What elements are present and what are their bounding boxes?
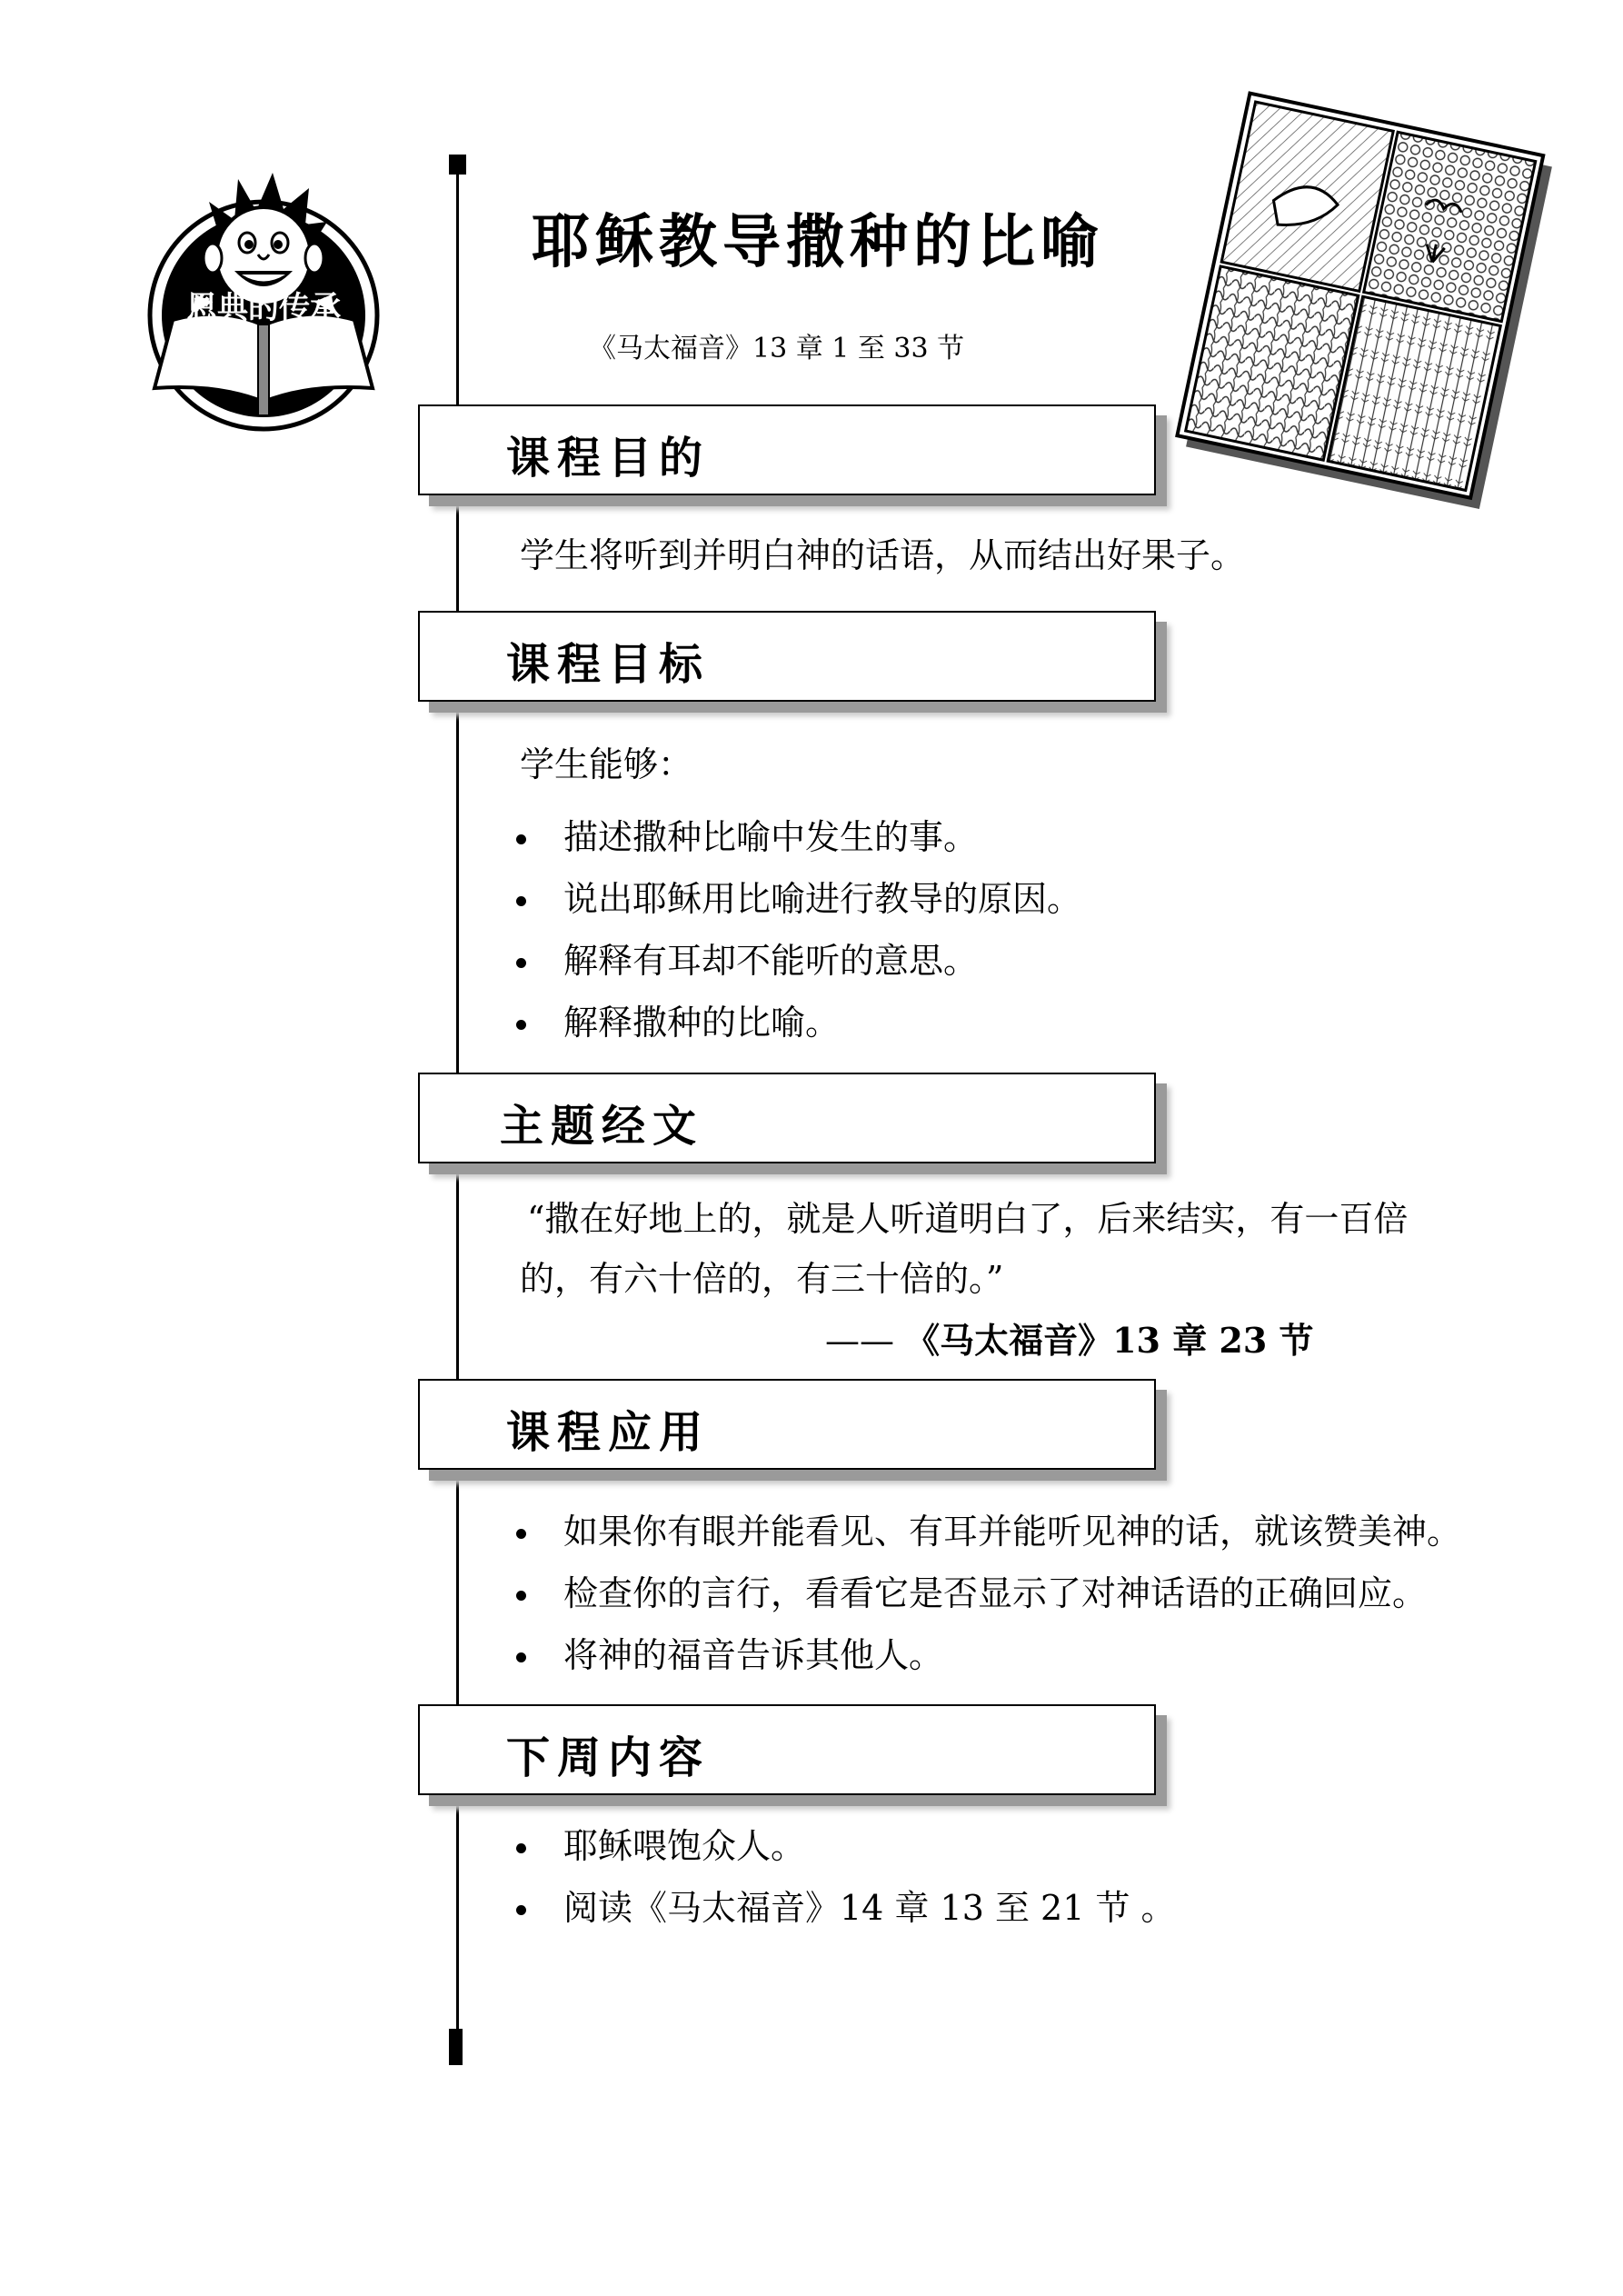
section-title-next-week: 下周内容 [506,1732,711,1783]
section-title-application: 课程应用 [506,1407,711,1458]
section-header-objectives [418,611,1156,702]
timeline-cap-bottom [449,2029,463,2065]
key-verse-line-1: “撒在好地上的，就是人听道明白了，后来结实，有一百倍 [527,1199,1409,1239]
key-verse-line-2: 的，有六十倍的，有三十倍的。” [520,1259,1004,1299]
section-title-objectives: 课程目标 [506,639,711,690]
section-header-key-verse [418,1073,1156,1163]
boy-reading-book-logo [136,156,391,456]
section-header-purpose [418,404,1156,495]
section-header-application [418,1379,1156,1470]
list-item: 说出耶稣用比喻进行教导的原因。 [511,882,1081,943]
parable-of-sower-four-panel-illustration [1172,86,1568,523]
application-list [511,1514,1461,1700]
objectives-list [511,817,1082,1067]
list-item: 阅读《马太福音》14 章 13 至 21 节 。 [511,1891,1176,1952]
section-title-purpose: 课程目的 [506,433,711,484]
list-item: 将神的福音告诉其他人。 [511,1638,1461,1700]
section-title-key-verse: 主题经文 [500,1101,704,1152]
list-item: 解释撒种的比喻。 [511,1005,1081,1067]
reference-text: 《马太福音》13 章 23 节 [905,1320,1314,1361]
objectives-intro: 学生能够： [520,744,693,784]
logo-text: 恩典的传承 [186,290,341,326]
next-week-list [511,1826,1176,1952]
reference-dash: —— [825,1321,894,1361]
timeline-cap-top [449,155,466,175]
section-header-next-week [418,1704,1156,1795]
list-item: 耶稣喂饱众人。 [511,1829,1176,1891]
list-item: 描述撒种比喻中发生的事。 [511,820,1081,882]
purpose-text: 学生将听到并明白神的话语，从而结出好果子。 [520,535,1246,575]
key-verse-reference [825,1320,1314,1361]
list-item: 解释有耳却不能听的意思。 [511,943,1081,1005]
list-item: 检查你的言行，看看它是否显示了对神话语的正确回应。 [511,1576,1461,1638]
scripture-range: 《马太福音》13 章 1 至 33 节 [589,333,965,364]
list-item: 如果你有眼并能看见、有耳并能听见神的话，就该赞美神。 [511,1514,1461,1576]
page-title: 耶稣教导撒种的比喻 [532,208,1104,276]
